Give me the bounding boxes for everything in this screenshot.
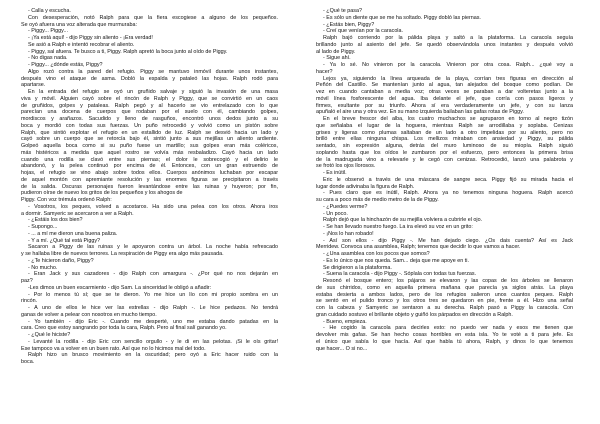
text-line: de sus chirridos, como en aquella primera mañana que parecía ya siglos atrás. La playa [316, 284, 573, 291]
text-line: con la cabeza y Samyeric se sentaron a su derecha. Ralph pasó a Piggy la caracola. Con [316, 305, 573, 311]
text-line: - ... a mí me dieron una buena paliza. [28, 230, 118, 237]
text-line: grises y ligeras como plumas saltaban de un lado a otro impelidas por su aliento, pero no [316, 129, 573, 136]
text-line: firmes, exultante por su triunfo. Ahora sí era verdaderamente un jefe, y con su lanza [316, 102, 573, 109]
text-line: - ¿Estás bien, Piggy? [323, 21, 375, 28]
text-line: - Suena la caracola - dijo Piggy -. Sóplala con todas tus fuerzas. [323, 271, 477, 278]
text-line: - Sigue ahí. [323, 55, 351, 62]
text-line: Piggy. Con voz trémula ordenó Ralph: [21, 197, 112, 203]
text-line: - Yo también - dijo Eric -. Cuando me desperté, uno me estaba dando patadas en la [28, 318, 278, 325]
text-line: viva y móvil. Alguien cayó sobre el rincón de Ralph y Piggy, que se convirtió en un caos [21, 95, 278, 102]
text-line: - Se han llevado nuestro fuego. La ira elevó su voz en un grito: [323, 224, 473, 230]
text-line: En el breve frescor del alba, los cuatro muchachos se agruparon en torno al negro tizón [323, 116, 573, 122]
text-line: apuñaló el aire una y otra vez. En su mano izquierda bailaban las gafas rotas de Piggy. [316, 109, 524, 116]
text-line: - Supongo... [28, 224, 58, 230]
text-line: - Piggy... ¿dónde estás, Piggy? [28, 62, 103, 68]
text-line: boca y mordió con todas sus fuerzas. Un puño retrocedió y volvió como un pistón sobre [21, 122, 278, 129]
text-line: parecían una docena de cuerpos que rodaban por el suelo con él, cambiando golpes, [21, 109, 278, 116]
text-line: - Levanté la rodilla - dijo Eric con sencillo orgullo - y le di en las pelotas. ¡Si le oís gritar! [28, 338, 278, 345]
text-line: - ¿Qué le hiciste? [28, 332, 71, 338]
text-line: - Y a mí. ¿Qué tal está Piggy? [28, 237, 101, 244]
text-line: hojas, el refugio se vino abajo sobre todos ellos. Cuerpos anónimos luchaban por escapar [21, 170, 278, 176]
text-line: Se dirigieron a la plataforma. [323, 264, 392, 271]
text-line: - He cogido la caracola para decirles esto: no puedo ver nada y esos me tienen que [323, 325, 573, 332]
text-line: gran cuidado sostuvo el brillante objeto y guiñó los párpados en dirección a Ralph. [316, 311, 513, 318]
text-line: Ralph bajó corriendo por la pálida playa y saltó a la plataforma. La caracola seguía [323, 35, 573, 41]
text-line: - ¡Ya está aquí! - dijo Piggy sin aliento - ¡Era verdad! [28, 35, 153, 41]
text-line: mordiscos y arañazos. Sacudido y lleno de rasguños, encontró unos dedos junto a su [21, 116, 278, 122]
text-line: de la madrugada vino a relevarle y le cegó con cenizas. Retrocedió, lanzó una palabrota y [316, 156, 573, 163]
text-line: - Pues claro que es inútil, Ralph. Ahora ya no tenemos ninguna hoguera. Ralph acercó [323, 190, 573, 197]
text-line: En la entrada del refugio se oyó un gruñido salvaje y siguió la invasión de una masa [28, 89, 278, 95]
text-line: Resonó el bosque entero; los pájaros se elevaron y las copas de los árboles se llenaron [323, 278, 573, 284]
text-line: - Es sólo un diente que se me ha soltado. Piggy dobló las piernas. [323, 14, 481, 21]
text-line: pudieron oírse de nuevo los gritos de los pequeños y los ahogos de [21, 190, 183, 197]
text-line: - Piggy... Piggy... [28, 28, 68, 35]
text-line: ganas de volver a pelear con nosotros en mucho tiempo. [21, 311, 157, 318]
text-line: de gruñidos, golpes y pataleas. Ralph pegó y al hacerlo se vio entrelazado con lo que [21, 102, 278, 109]
right-page-column [316, 8, 573, 352]
text-line: cara. Creo que estoy sangrando por toda la cara, Ralph. Pero al final salí ganando yo. [21, 325, 227, 332]
text-line: cuando una rodilla se clavó entre sus piernas; el dolor le sobrecogió y el delirio le [21, 156, 278, 163]
text-line: paz? [21, 278, 33, 284]
text-line: Ralph, que sintió explotar el refugio en un estallido de luz. Ralph se desvió hacia un lado y [21, 129, 278, 136]
text-line: - No mucho. [28, 264, 58, 271]
text-line: lugar donde adivinaba la figura de Ralph. [316, 183, 415, 190]
text-line: se frotó los ojos llorosos. [316, 163, 376, 170]
text-line: Se asió a Ralph e intentó recobrar el aliento. [28, 41, 135, 48]
text-line: Golpeó aquella boca como si su puño fuese un martillo; sus golpes eran más coléricos, [21, 143, 278, 149]
text-line: - Piggy, sal afuera. Te busco a ti, Piggy. Ralph apretó la boca junto al oído de Piggy. [28, 48, 228, 55]
left-page-column [21, 8, 278, 366]
text-line: cayó sobre un cuerpo que se retorcía bajo él, sintió junto a sus mejillas un aliento ardiente. [21, 136, 278, 143]
text-line: abandonó, y la pelea continuó por encima de él. Entonces, con un gran estruendo de [21, 163, 278, 170]
text-line: y se hallaba libre de nuevos terrores. La respiración de Piggy era algo más pausada. [21, 251, 224, 257]
text-line: soplando hasta que los oídos le zumbaron por el esfuerzo, pero entonces la primera brisa [316, 149, 573, 156]
text-line: - Así son ellos - dijo Piggy -. Me han dejado ciego. ¿Os dais cuenta? Así es Jack [323, 237, 573, 244]
text-line: vez en cuando cantaban a media voz; otras veces se paraban a dar volteretas junto a la [316, 89, 573, 95]
text-line: boca. [21, 359, 35, 365]
text-line: que hacer... O si no... [316, 345, 368, 352]
text-line: después vino el ataque de asma. Dobló la espalda y pataleó las hojas. Ralph rodó para [21, 75, 278, 82]
text-line: se sentó en el pulido tronco y los otros tres se quedaron en pie, frente a él. Hizo una señal [316, 298, 573, 305]
text-line: estaba desierta a ambos lados, pero de los refugios salieron unos cuantos peques. Ralph [316, 291, 573, 298]
text-line: - Bueno, empieza. [323, 318, 367, 325]
text-line: Peñón del Castillo. Se mantenían junto al agua, tan alejados del bosque como podían. De [316, 82, 573, 89]
text-line: brilló entre ellas ninguna chispa. Los mellizos miraban con ansiedad y Piggy, su pálida [316, 136, 573, 143]
text-line: - Creí que venían por la caracola. [323, 28, 404, 35]
text-line: a dormir. Samyeric se acercaron a ver a Ralph. [21, 210, 134, 217]
text-line: - ¿Qué te pasa? [323, 8, 362, 14]
text-line: más histéricos a medida que aquel rostro se volvía más resbaladizo. Cayó hacia un lado [21, 149, 278, 156]
text-line: devolver mis gafas. Se han hecho cosas horribles en esta isla. Yo te voté a ti para jefe. Es [316, 332, 573, 338]
text-line: Algo rozó contra la pared del refugio. Piggy se mantuvo inmóvil durante unos instantes, [28, 68, 278, 75]
text-line: - ¿Estáis los dos bien? [28, 217, 83, 224]
text-line: hacer? [316, 68, 333, 75]
text-line: que señalaba el lugar de la hoguera, mientras Ralph se arrodillaba y soplaba. Cenizas [316, 122, 573, 129]
text-line: Ralph hizo un brusco movimiento en la oscuridad; pero oyó a Eric hacer ruido con la [28, 352, 278, 359]
text-line: Eric le observó a través de una máscara de sangre seca. Piggy fijó su mirada hacia el [323, 176, 573, 183]
text-line: - No digas nada. [28, 55, 68, 62]
text-line: brillando junto al asiento del jefe. Se quedó observándola unos instantes y después volvió [316, 41, 573, 48]
text-line: -Les dimos un buen escarmiento - dijo Sam. La sinceridad le obligó a añadir: [28, 284, 212, 291]
text-line: Se oyó afuera una voz alterada que murmuraba: [21, 21, 137, 28]
text-line: - Vosotros, los peques, volved a acostaros. Ha sido una pelea con los otros. Ahora iros [28, 203, 278, 210]
text-line: Lejos ya, siguiendo la línea arqueada de la playa, corrían tres figuras en dirección al [323, 75, 573, 82]
text-line: rincón. [21, 298, 38, 305]
text-line: - ¿Te hicieron daño, Piggy? [28, 257, 94, 264]
text-line: - ¿Una asamblea con los pocos que somos? [323, 251, 430, 257]
text-line: apartarse. [21, 82, 46, 89]
text-line: Ralph dejó que la hinchazón de su mejilla volviera a cubrirle el ojo. [323, 217, 483, 224]
text-line: de la salida. Oscuras personajes fueron levantándose entre las ruinas y huyeron; por fin, [21, 183, 278, 190]
text-line: al lado de Piggy. [316, 48, 356, 55]
text-line: - Calla y escucha. [28, 8, 71, 14]
text-line: Merridew. Convoca una asamblea, Ralph; tenemos que decidir lo que vamos a hacer. [316, 244, 521, 251]
text-line: Con desesperación, notó Ralph para que la fiera escogiese a alguno de los pequeños. [28, 14, 278, 21]
text-line: de aquel montón con apremiante resolución y las enormes figuras se precipitaron a través [21, 176, 278, 183]
text-line: - Es lo único que nos queda. Sam... deja que me apoye en ti. [323, 257, 469, 264]
text-line: el único que sabía lo que hacía. Así que habla tú ahora, Ralph, y dinos lo que tenemos [316, 338, 573, 345]
text-line: sentado, sin expresión alguna, detrás del muro luminoso de su miopía. Ralph siguió [316, 143, 573, 149]
text-line: - A uno de ellos le hice ver las estrellas - dijo Ralph -. Le hice pedazos. No tendrá [28, 305, 278, 311]
text-line: Ése tampoco va a volver en un buen rato. Así que no lo hicimos mal del todo. [21, 345, 206, 352]
text-line: - Ya lo sé. No vinieron por la caracola. Vinieron por otra cosa. Ralph... ¿qué voy a [323, 62, 573, 68]
text-line: móvil línea fosforescente del agua. Iba delante el jefe, que corría con pasos ligeros y [316, 95, 573, 102]
text-line: Sacaron a Piggy de las ruinas y le apoyaron contra un árbol. La noche había refrescado [28, 244, 278, 251]
text-line: su cara a poco más de medio metro de la de Piggy. [316, 197, 439, 203]
text-line: - Un poco. [323, 210, 348, 217]
text-line: - ¿Puedes verme? [323, 203, 368, 210]
text-line: - ¡Nos lo han robado! [323, 230, 374, 237]
text-line: - Es inútil. [323, 170, 347, 176]
text-line: - Por lo menos tú sí; que se te dieron. Yo me hice un lío con mi propio sombra en un [28, 291, 278, 298]
text-line: - Eran Jack y sus cazadores - dijo Ralph con amargura -. ¿Por qué no nos dejarán en [28, 271, 278, 278]
